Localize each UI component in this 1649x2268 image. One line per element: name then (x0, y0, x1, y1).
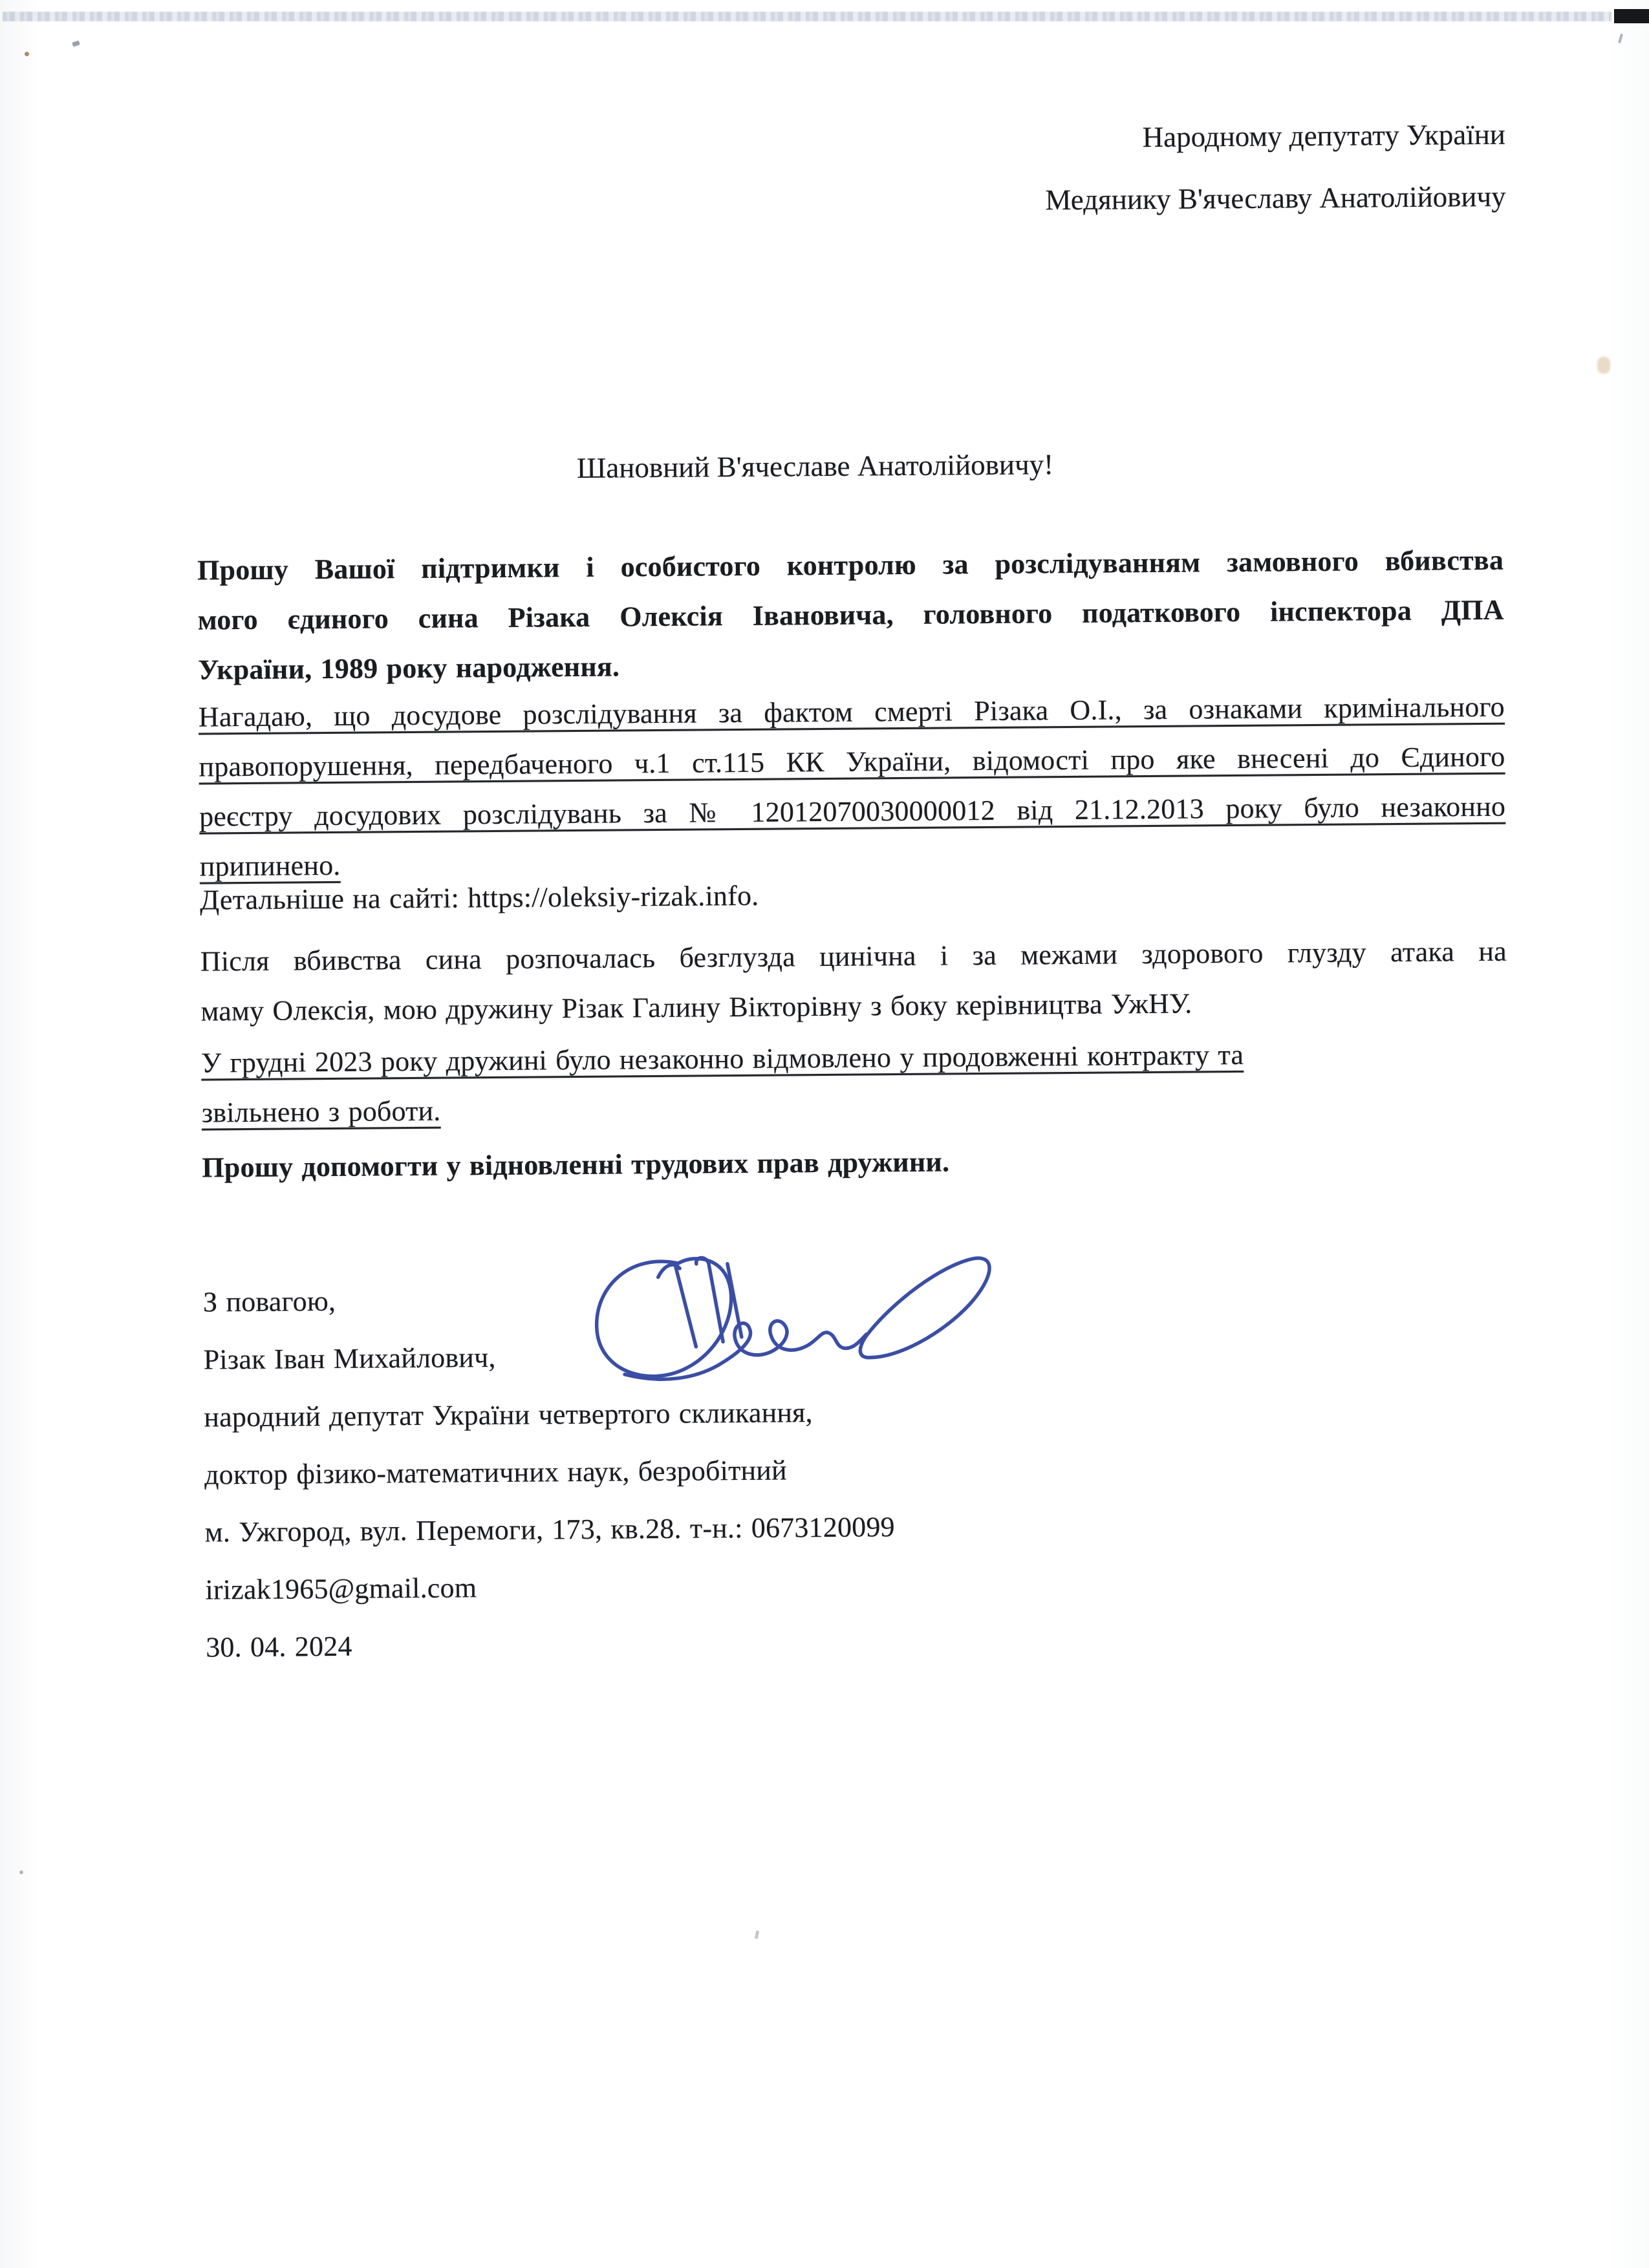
recipient-line-2: Медянику В'ячеславу Анатолійовичу (1045, 180, 1506, 217)
paragraph-website (200, 865, 1507, 925)
letter-date: 30. 04. 2024 (206, 1630, 352, 1664)
paragraph-reminder (199, 682, 1506, 892)
sender-email: irizak1965@gmail.com (205, 1572, 477, 1606)
paragraph-line: Прошу допомогти у відновленні трудових прав дружини. (202, 1146, 950, 1184)
handwritten-signature (581, 1231, 1013, 1391)
paragraph-line: реєстру досудових розслідувань за № 12012070030000012 від 21.12.2013 року було незаконно (199, 790, 1506, 833)
paragraph-line: припинено. (199, 849, 341, 883)
paragraph-line: звільнено з роботи. (201, 1095, 441, 1129)
salutation: Шановний В'ячеславе Анатолійовичу! (576, 448, 1054, 484)
paragraph-line: мого єдиного сина Різака Олексія Івановича, головного податкового інспектора ДПА (197, 594, 1504, 636)
sender-address: м. Ужгород, вул. Перемоги, 173, кв.28. т-н.: 0673120099 (204, 1511, 895, 1548)
sender-role-2: доктор фізико-математичних наук, безробітний (204, 1454, 787, 1491)
closing-line: З повагою, (202, 1285, 336, 1318)
paragraph-request (197, 535, 1505, 695)
paragraph-dismissal (201, 1028, 1508, 1138)
website-link-text: Детальніше на сайті: https://oleksiy-rizak.info. (199, 879, 759, 916)
paragraph-line: України, 1989 року народження. (198, 650, 620, 686)
sender-role-1: народний депутат України четвертого скликання, (204, 1396, 813, 1433)
sender-name: Різак Іван Михайлович, (203, 1342, 496, 1376)
paragraph-line: Прошу Вашої підтримки і особистого контролю за розслідуванням замовного вбивства (197, 544, 1504, 586)
recipient-block (1044, 103, 1506, 231)
paragraph-line: правопорушення, передбаченого ч.1 ст.115 КК України, відомості про яке внесені до Єдиного (199, 740, 1505, 783)
paragraph-line: маму Олексія, мою дружину Різак Галину Вікторівну з боку керівництва УжНУ. (200, 987, 1192, 1027)
paragraph-line: У грудні 2023 року дружині було незаконно відмовлено у продовженні контракту та (200, 1038, 1244, 1079)
paragraph-attack (200, 926, 1507, 1036)
recipient-line-1: Народному депутату України (1142, 118, 1506, 154)
paragraph-line: Після вбивства сина розпочалась безглузда цинічна і за межами здорового глузду атака на (200, 935, 1507, 978)
paragraph-help-request (202, 1133, 1509, 1193)
paragraph-line: Нагадаю, що досудове розслідування за фактом смерті Різака О.І., за ознаками кримінального (198, 690, 1505, 733)
